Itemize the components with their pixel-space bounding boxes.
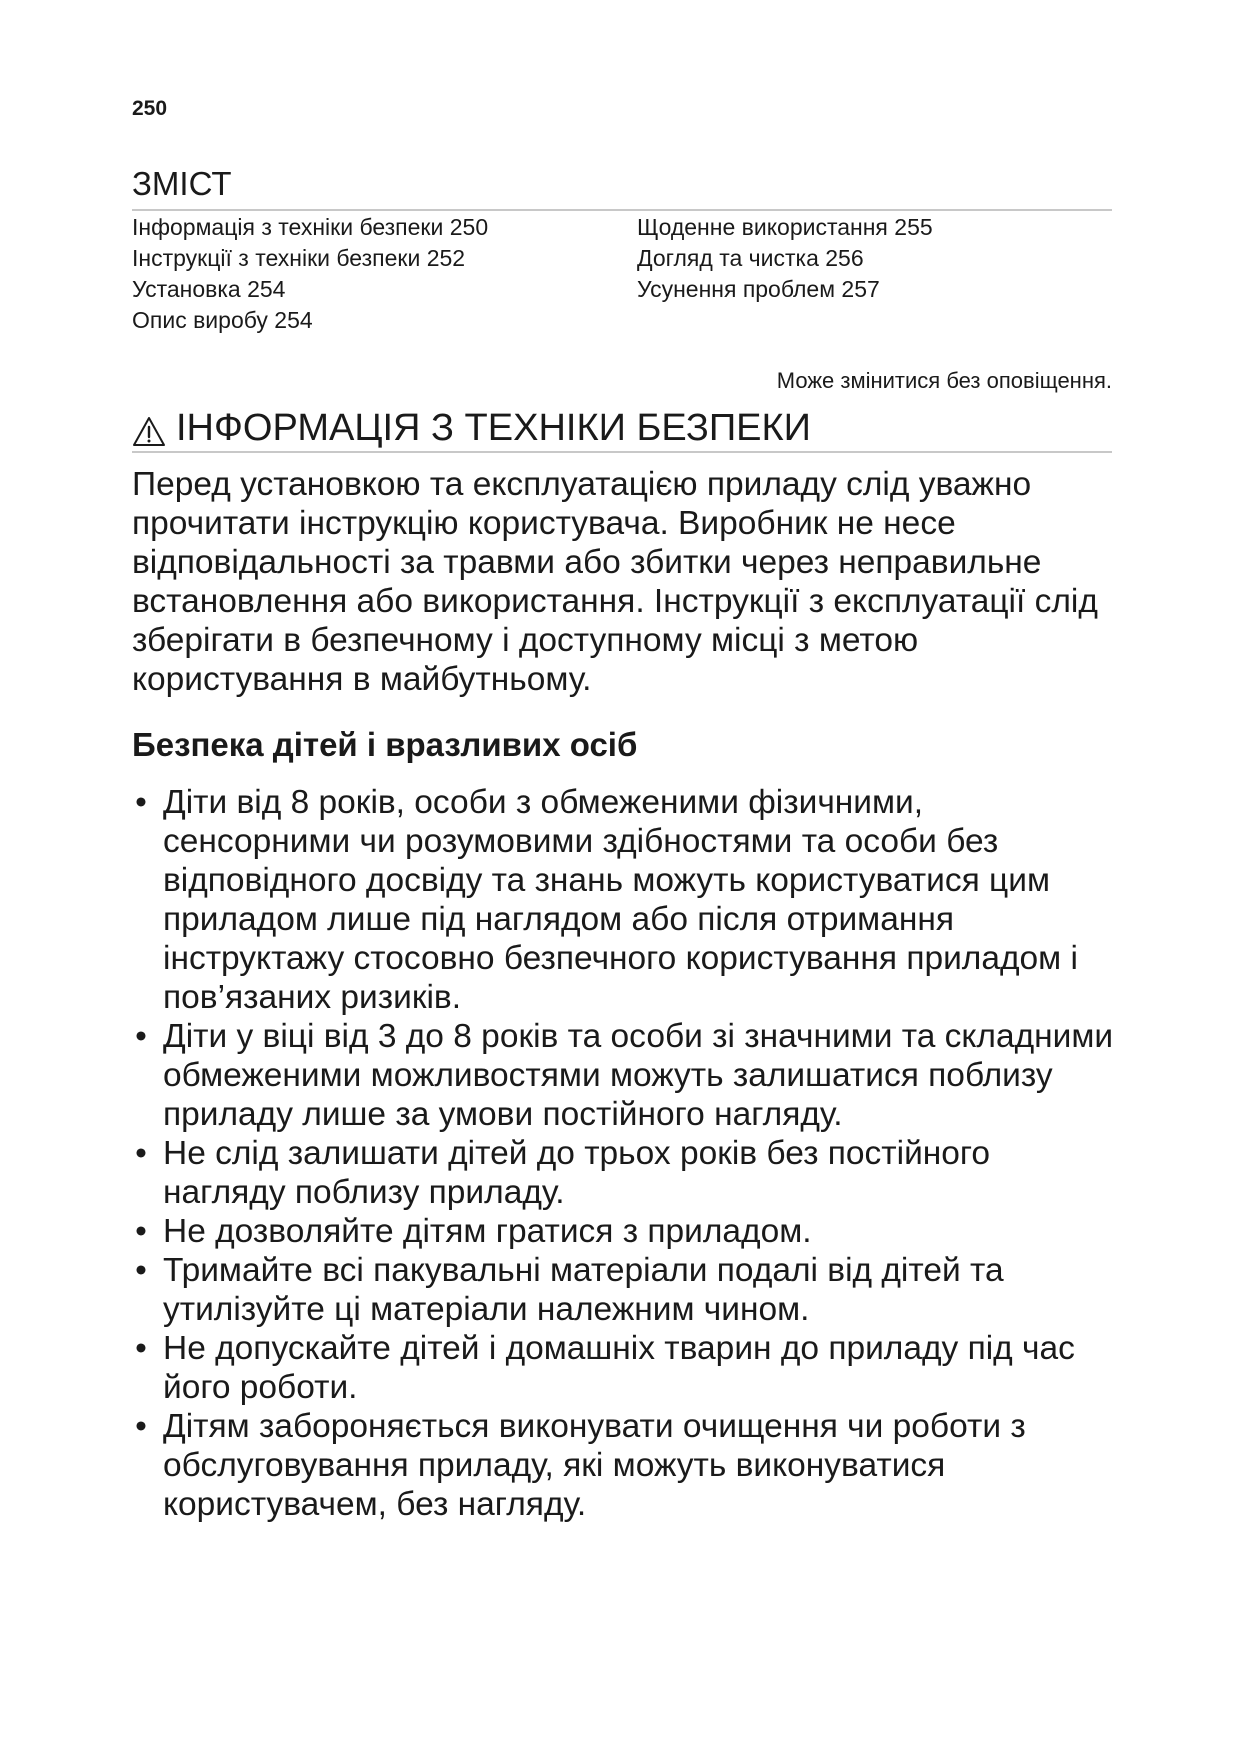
list-item-text: Дітям забороняється виконувати очищення чи роботи з обслуговування приладу, які можуть виконуватися користувачем, без нагляду. xyxy=(163,1408,1026,1523)
bullet-icon: • xyxy=(135,1018,147,1055)
section-divider xyxy=(132,451,1112,453)
page-number: 250 xyxy=(132,97,168,120)
toc-item-troubleshooting[interactable]: Усунення проблем 257 xyxy=(637,276,880,302)
list-item xyxy=(132,1134,1117,1212)
list-item xyxy=(132,1251,1117,1329)
bullet-icon: • xyxy=(135,1330,147,1367)
toc-title: ЗМІСТ xyxy=(132,165,232,202)
toc-item-installation[interactable]: Установка 254 xyxy=(132,276,286,302)
child-safety-list xyxy=(132,783,1117,1524)
list-item-text: Діти у віці від 3 до 8 років та особи зі значними та складними обмеженими можливостями можуть залишатися поблизу приладу лише за умови постійного нагляду. xyxy=(163,1018,1114,1133)
list-item-text: Тримайте всі пакувальні матеріали подалі від дітей та утилізуйте ці матеріали належним чином. xyxy=(163,1252,1004,1328)
intro-paragraph: Перед установкою та експлуатацією приладу слід уважно прочитати інструкцію користувача. Виробник не несе відповідальності за травми або збитки через неправильне встановлення або використання. Інструкції з експлуатації слід зберігати в безпечному і доступному місці з метою користування в майбутньому. xyxy=(132,466,1098,698)
toc-item-care-and-cleaning[interactable]: Догляд та чистка 256 xyxy=(637,245,864,271)
section-heading xyxy=(132,406,811,450)
list-item-text: Не слід залишати дітей до трьох років без постійного нагляду поблизу приладу. xyxy=(163,1135,991,1211)
list-item xyxy=(132,1407,1117,1524)
bullet-icon: • xyxy=(135,1135,147,1172)
list-item xyxy=(132,1017,1117,1134)
bullet-icon: • xyxy=(135,1252,147,1289)
toc-divider xyxy=(132,209,1112,211)
list-item-text: Діти від 8 років, особи з обмеженими фізичними, сенсорними чи розумовими здібностями та особи без відповідного досвіду та знань можуть користуватися цим приладом лише під наглядом або після отримання інструктажу стосовно безпечного користування приладом і пов’язаних ризиків. xyxy=(163,784,1078,1016)
bullet-icon: • xyxy=(135,1408,147,1445)
toc-left-column xyxy=(132,212,488,336)
bullet-icon: • xyxy=(135,784,147,821)
toc-item-daily-use[interactable]: Щоденне використання 255 xyxy=(637,214,933,240)
bullet-icon: • xyxy=(135,1213,147,1250)
toc-item-safety-instructions[interactable]: Інструкції з техніки безпеки 252 xyxy=(132,245,466,271)
change-notice: Може змінитися без оповіщення. xyxy=(776,368,1112,393)
toc-right-column xyxy=(637,212,933,305)
list-item-text: Не дозволяйте дітям гратися з приладом. xyxy=(163,1213,812,1250)
list-item xyxy=(132,1329,1117,1407)
warning-triangle-icon xyxy=(132,413,166,444)
list-item xyxy=(132,1212,1117,1251)
child-safety-heading: Безпека дітей і вразливих осіб xyxy=(132,726,638,763)
toc-item-product-description[interactable]: Опис виробу 254 xyxy=(132,307,313,333)
list-item xyxy=(132,783,1117,1017)
section-title: ІНФОРМАЦІЯ З ТЕХНІКИ БЕЗПЕКИ xyxy=(176,407,811,449)
toc-item-safety-information[interactable]: Інформація з техніки безпеки 250 xyxy=(132,214,489,240)
list-item-text: Не допускайте дітей і домашніх тварин до приладу під час його роботи. xyxy=(163,1330,1075,1406)
